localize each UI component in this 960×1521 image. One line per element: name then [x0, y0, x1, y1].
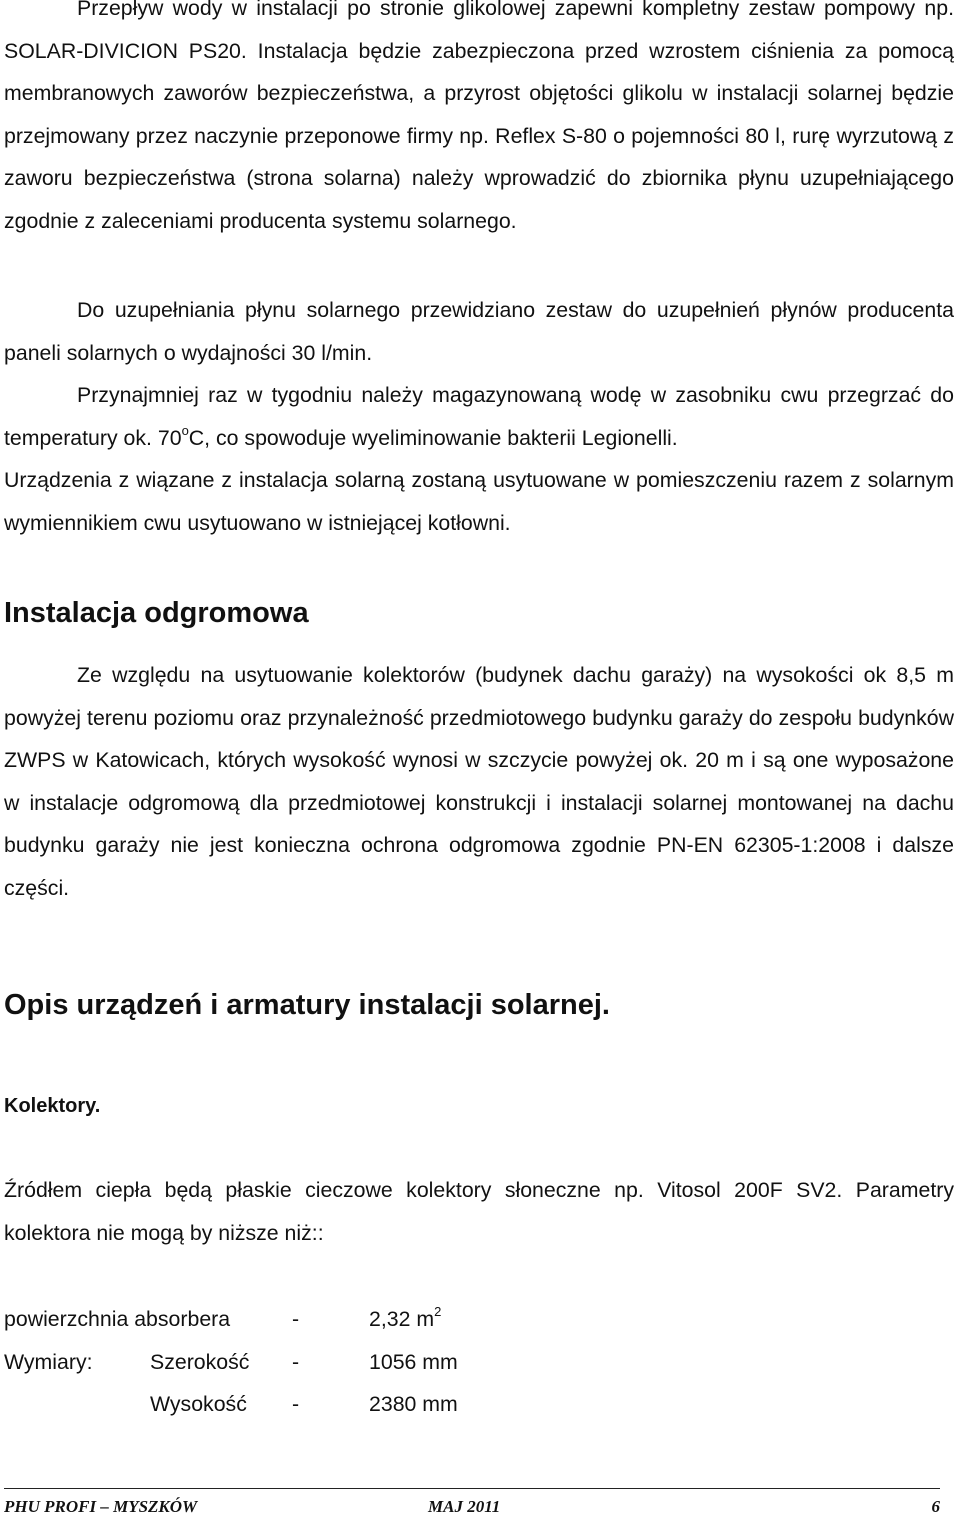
param-dimensions-label: Wymiary: — [4, 1350, 93, 1374]
param-width-label: Szerokość — [150, 1350, 250, 1374]
footer-page-number: 6 — [931, 1497, 940, 1516]
param-absorber-value — [369, 1304, 441, 1334]
squared-superscript: 2 — [434, 1303, 442, 1319]
footer-date: MAJ 2011 — [428, 1497, 501, 1516]
heading-collectors: Kolektory. — [4, 1095, 101, 1117]
param-height-dash: - — [292, 1392, 300, 1416]
param-width-value: 1056 mm — [369, 1350, 458, 1374]
degree-superscript: o — [181, 422, 189, 438]
footer-company: PHU PROFI – MYSZKÓW — [4, 1497, 198, 1516]
paragraph-legionella — [4, 374, 954, 459]
heading-solar-equipment: Opis urządzeń i armatury instalacji solarnej. — [4, 989, 610, 1021]
heading-lightning-protection: Instalacja odgromowa — [4, 597, 309, 629]
page-footer — [4, 1488, 940, 1516]
legionella-text-before: Przynajmniej raz w tygodniu należy magazynowaną wodę w zasobniku cwu przegrzać do temperatury ok. 70 — [4, 383, 954, 450]
param-height-value: 2380 mm — [369, 1392, 458, 1416]
absorber-value-text: 2,32 m — [369, 1307, 435, 1331]
param-width-dash: - — [292, 1350, 300, 1374]
paragraph-fluid-refill: Do uzupełniania płynu solarnego przewidziano zestaw do uzupełnień płynów producenta paneli solarnych o wydajności 30 l/min. — [4, 298, 954, 365]
paragraph-devices-location: Urządzenia z wiązane z instalacja solarną zostaną usytuowane w pomieszczeniu razem z solarnym wymiennikiem cwu usytuowano w istniejącej kotłowni. — [4, 468, 954, 535]
param-absorber-label: powierzchnia absorbera — [4, 1307, 231, 1331]
paragraph-lightning-protection: Ze względu na usytuowanie kolektorów (budynek dachu garaży) na wysokości ok 8,5 m powyżej terenu poziomu oraz przynależność przedmiotowego budynku garaży do zespołu budynków ZWPS w Katowicach, których wysokość wynosi w szczycie powyżej ok. 20 m i są one wyposażone w instalacje odgromową dla przedmiotowej konstrukcji i instalacji solarnej montowanej na dachu budynku garaży nie jest konieczna ochrona odgromowa zgodnie PN-EN 62305-1:2008 i dalsze części. — [4, 663, 954, 900]
paragraph-collectors: Źródłem ciepła będą płaskie cieczowe kolektory słoneczne np. Vitosol 200F SV2. Parametry kolektora nie mogą by niższe niż:: — [4, 1178, 954, 1245]
param-absorber-dash: - — [292, 1307, 300, 1331]
legionella-text-after: C, co spowoduje wyeliminowanie bakterii Legionelli. — [188, 425, 678, 450]
paragraph-glycol-pump: Przepływ wody w instalacji po stronie glikolowej zapewni kompletny zestaw pompowy np. SOLAR-DIVICION PS20. Instalacja będzie zabezpieczona przed wzrostem ciśnienia za pomocą membranowych zaworów bezpieczeństwa, a przyrost objętości glikolu w instalacji solarnej będzie przejmowany przez naczynie przeponowe firmy np. Reflex S-80 o pojemności 80 l, rurę wyrzutową z zaworu bezpieczeństwa (strona solarna) należy wprowadzić do zbiornika płynu uzupełniającego zgodnie z zaleceniami producenta systemu solarnego. — [4, 0, 954, 233]
param-height-label: Wysokość — [150, 1392, 247, 1416]
